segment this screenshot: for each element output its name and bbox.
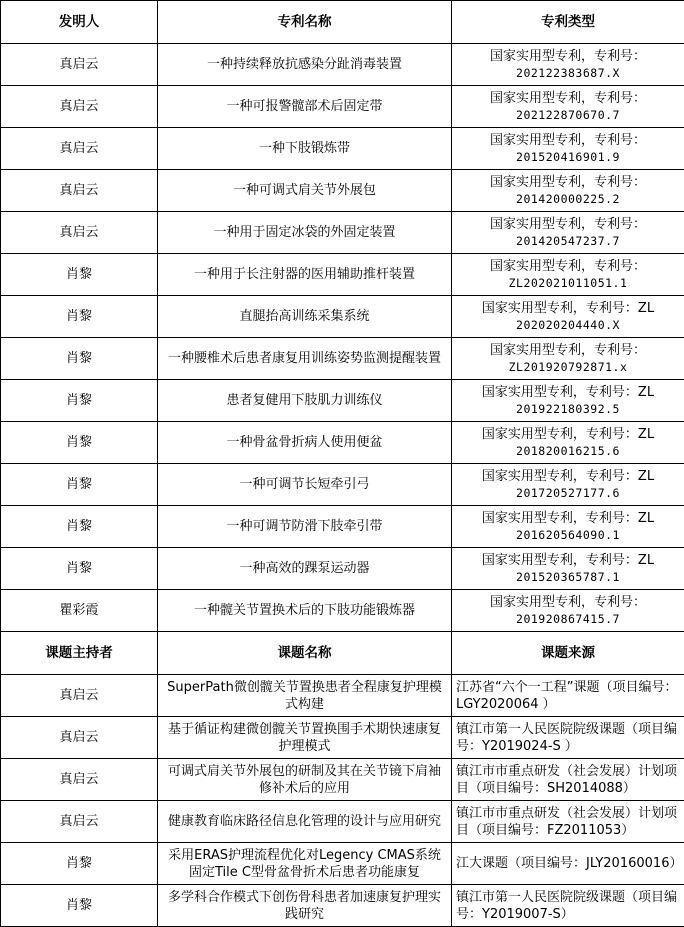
patent-type-label: 国家实用型专利，专利号：ZL — [456, 468, 680, 485]
project-source-cell: 镇江市第一人民医院院级课题（项目编号：Y2019024-S ） — [452, 717, 684, 759]
project-header-row — [1, 632, 684, 675]
inventor-cell: 肖黎 — [1, 380, 158, 422]
host-cell: 真启云 — [1, 801, 158, 843]
patent-type-label: 国家实用型专利，专利号：ZL — [456, 426, 680, 443]
patent-number: 201520365787.1 — [456, 569, 680, 586]
inventor-cell: 肖黎 — [1, 506, 158, 548]
patent-name-cell: 一种骨盆骨折病人使用便盆 — [158, 422, 452, 464]
inventor-cell: 真启云 — [1, 212, 158, 254]
inventor-cell: 真启云 — [1, 170, 158, 212]
patent-type-cell — [452, 128, 684, 170]
project-row — [1, 843, 684, 885]
patent-type-cell — [452, 338, 684, 380]
patent-type-header: 专利类型 — [452, 1, 684, 44]
host-cell: 肖黎 — [1, 885, 158, 927]
patent-number: 201420547237.7 — [456, 233, 680, 250]
project-row — [1, 717, 684, 759]
project-name-cell: 多学科合作模式下创伤骨科患者加速康复护理实践研究 — [158, 885, 452, 927]
patent-type-cell — [452, 422, 684, 464]
project-source-cell: 镇江市市重点研发（社会发展）计划项目（项目编号：SH2014088） — [452, 759, 684, 801]
patent-row — [1, 44, 684, 86]
patent-type-label: 国家实用型专利，专利号： — [456, 174, 680, 191]
patent-header-row — [1, 1, 684, 44]
project-name-cell: 基于循证构建微创髋关节置换围手术期快速康复护理模式 — [158, 717, 452, 759]
host-cell: 真启云 — [1, 675, 158, 717]
project-name-cell: 健康教育临床路径信息化管理的设计与应用研究 — [158, 801, 452, 843]
patent-type-label: 国家实用型专利，专利号：ZL — [456, 300, 680, 317]
patent-type-cell — [452, 212, 684, 254]
patent-name-cell: 一种可调节长短牵引弓 — [158, 464, 452, 506]
patent-name-cell: 一种可调节防滑下肢牵引带 — [158, 506, 452, 548]
project-name-header: 课题名称 — [158, 632, 452, 675]
patent-type-label: 国家实用型专利，专利号： — [456, 48, 680, 65]
patent-row — [1, 590, 684, 632]
patent-row — [1, 296, 684, 338]
project-name-cell: 采用ERAS护理流程优化对Legency CMAS系统固定Tile C型骨盆骨折术后患者功能康复 — [158, 843, 452, 885]
patent-number: 202122870670.7 — [456, 107, 680, 124]
patent-row — [1, 422, 684, 464]
patent-row — [1, 86, 684, 128]
project-source-cell: 江苏省“六个一工程”课题（项目编号：LGY2020064 ） — [452, 675, 684, 717]
project-row — [1, 675, 684, 717]
patent-row — [1, 170, 684, 212]
project-row — [1, 801, 684, 843]
host-cell: 肖黎 — [1, 843, 158, 885]
inventor-cell: 真启云 — [1, 128, 158, 170]
inventor-header: 发明人 — [1, 1, 158, 44]
patent-type-label: 国家实用型专利，专利号： — [456, 258, 680, 275]
patent-number: 202020204440.X — [456, 317, 680, 334]
patent-name-cell: 一种下肢锻炼带 — [158, 128, 452, 170]
project-source-header: 课题来源 — [452, 632, 684, 675]
inventor-cell: 肖黎 — [1, 254, 158, 296]
patent-name-header: 专利名称 — [158, 1, 452, 44]
patent-name-cell: 一种用于长注射器的医用辅助推杆装置 — [158, 254, 452, 296]
patent-type-cell — [452, 380, 684, 422]
patent-name-cell: 一种可调式肩关节外展包 — [158, 170, 452, 212]
patent-number: 201520416901.9 — [456, 149, 680, 166]
patent-row — [1, 506, 684, 548]
inventor-cell: 肖黎 — [1, 296, 158, 338]
host-cell: 真启云 — [1, 717, 158, 759]
patent-name-cell: 一种高效的踝泵运动器 — [158, 548, 452, 590]
inventor-cell: 真启云 — [1, 86, 158, 128]
patent-type-cell — [452, 296, 684, 338]
inventor-cell: 肖黎 — [1, 464, 158, 506]
patent-name-cell: 一种可报警髋部术后固定带 — [158, 86, 452, 128]
patent-type-label: 国家实用型专利，专利号： — [456, 132, 680, 149]
patent-type-label: 国家实用型专利，专利号：ZL — [456, 552, 680, 569]
patent-name-cell: 一种腰椎术后患者康复用训练姿势监测提醒装置 — [158, 338, 452, 380]
patent-type-label: 国家实用型专利，专利号：ZL — [456, 384, 680, 401]
project-source-cell: 镇江市第一人民医院院级课题（项目编号：Y2019007-S） — [452, 885, 684, 927]
patent-type-cell — [452, 254, 684, 296]
patent-row — [1, 212, 684, 254]
patent-number: 201620564090.1 — [456, 527, 680, 544]
inventor-cell: 肖黎 — [1, 548, 158, 590]
patent-type-cell — [452, 506, 684, 548]
inventor-cell: 瞿彩霞 — [1, 590, 158, 632]
patent-row — [1, 464, 684, 506]
patent-type-cell — [452, 464, 684, 506]
inventor-cell: 真启云 — [1, 44, 158, 86]
patent-name-cell: 患者复健用下肢肌力训练仪 — [158, 380, 452, 422]
patent-type-cell — [452, 44, 684, 86]
inventor-cell: 肖黎 — [1, 422, 158, 464]
patent-number: 201922180392.5 — [456, 401, 680, 418]
host-header: 课题主持者 — [1, 632, 158, 675]
patent-number: 201820016215.6 — [456, 443, 680, 460]
patent-row — [1, 128, 684, 170]
patent-type-label: 国家实用型专利，专利号： — [456, 216, 680, 233]
patent-name-cell: 一种用于固定冰袋的外固定装置 — [158, 212, 452, 254]
patent-name-cell: 一种髋关节置换术后的下肢功能锻炼器 — [158, 590, 452, 632]
patent-number: 201720527177.6 — [456, 485, 680, 502]
patent-name-cell: 一种持续释放抗感染分趾消毒装置 — [158, 44, 452, 86]
patent-type-label: 国家实用型专利，专利号： — [456, 90, 680, 107]
patent-number: 202122383687.X — [456, 65, 680, 82]
project-source-cell: 江大课题（项目编号：JLY20160016） — [452, 843, 684, 885]
project-row — [1, 885, 684, 927]
patent-row — [1, 548, 684, 590]
patent-row — [1, 254, 684, 296]
patent-number: ZL201920792871.x — [456, 359, 680, 376]
project-source-cell: 镇江市市重点研发（社会发展）计划项目（项目编号：FZ2011053） — [452, 801, 684, 843]
patent-type-label: 国家实用型专利，专利号： — [456, 342, 680, 359]
inventor-cell: 肖黎 — [1, 338, 158, 380]
patent-name-cell: 直腿抬高训练采集系统 — [158, 296, 452, 338]
project-name-cell: 可调式肩关节外展包的研制及其在关节镜下肩袖修补术后的应用 — [158, 759, 452, 801]
patent-type-cell — [452, 548, 684, 590]
patent-number: ZL202021011051.1 — [456, 275, 680, 292]
patent-number: 201920867415.7 — [456, 611, 680, 628]
patent-row — [1, 338, 684, 380]
patent-type-cell — [452, 170, 684, 212]
project-name-cell: SuperPath微创髋关节置换患者全程康复护理模式构建 — [158, 675, 452, 717]
patent-number: 201420000225.2 — [456, 191, 680, 208]
project-row — [1, 759, 684, 801]
patent-row — [1, 380, 684, 422]
patent-type-label: 国家实用型专利，专利号：ZL — [456, 510, 680, 527]
patent-type-cell — [452, 86, 684, 128]
patent-type-cell — [452, 590, 684, 632]
host-cell: 真启云 — [1, 759, 158, 801]
patent-type-label: 国家实用型专利，专利号： — [456, 594, 680, 611]
